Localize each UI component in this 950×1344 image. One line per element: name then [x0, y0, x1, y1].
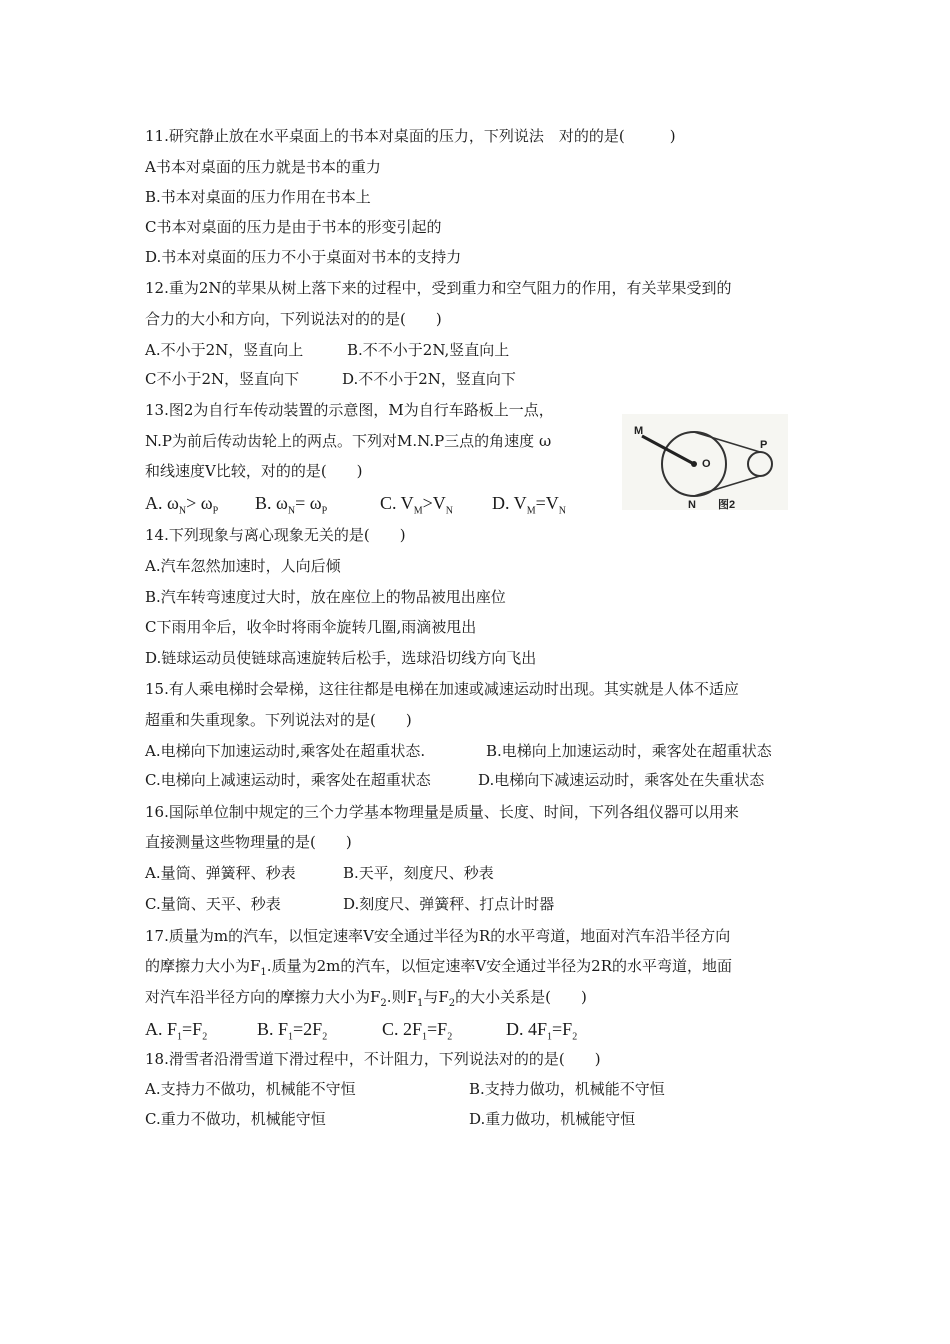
q14-option-b: B.汽车转弯速度过大时，放在座位上的物品被甩出座位	[145, 588, 506, 606]
q13-option-a: A. $\omega_N> \omega_P$	[145, 493, 219, 517]
axle-dot	[691, 461, 697, 467]
figure-label-o: O	[702, 458, 711, 470]
q17-stem-line1: 17.质量为m的汽车，以恒定速率V安全通过半径为R的水平弯道，地面对汽车沿半径方向	[145, 927, 731, 945]
q17-option-a: A. $F_1=F_2$	[145, 1019, 208, 1043]
q18-option-c: C.重力不做功，机械能守恒	[145, 1110, 326, 1128]
q11-option-d: D.书本对桌面的压力不小于桌面对书本的支持力	[145, 248, 462, 266]
q14-option-a: A.汽车忽然加速时，人向后倾	[145, 557, 341, 575]
q15-option-b: B.电梯向上加速运动时，乘客处在超重状态	[486, 742, 772, 760]
q18-option-d: D.重力做功，机械能守恒	[469, 1110, 636, 1128]
q11-stem: 11.研究静止放在水平桌面上的书本对桌面的压力，下列说法 对的的是( )	[145, 127, 676, 145]
q13-option-c: C. $V_M>V_N$	[380, 493, 453, 517]
q17-option-c: C. $2F_1=F_2$	[382, 1019, 453, 1043]
figure-label-m: M	[634, 425, 644, 437]
q13-stem-line3: 和线速度V比较，对的的是( )	[145, 462, 363, 480]
q12-option-a: A.不小于2N，竖直向上	[145, 341, 304, 359]
bicycle-transmission-figure	[622, 414, 788, 510]
q18-option-b: B.支持力做功，机械能不守恒	[469, 1080, 665, 1098]
q13-stem-line1: 13.图2为自行车传动装置的示意图，M为自行车路板上一点，	[145, 401, 554, 419]
q18-stem: 18.滑雪者沿滑雪道下滑过程中，不计阻力，下列说法对的的是( )	[145, 1050, 601, 1068]
q14-stem: 14.下列现象与离心现象无关的是( )	[145, 526, 406, 544]
q15-option-d: D.电梯向下减速运动时，乘客处在失重状态	[478, 771, 765, 789]
q15-option-a: A.电梯向下加速运动时,乘客处在超重状态.	[145, 742, 426, 760]
q14-option-d: D.链球运动员使链球高速旋转后松手，选球沿切线方向飞出	[145, 649, 537, 667]
q12-stem-line2: 合力的大小和方向，下列说法对的的是( )	[145, 310, 442, 328]
q16-option-b: B.天平，刻度尺、秒表	[343, 864, 494, 882]
figure-caption: 图2	[718, 499, 736, 510]
figure-label-n: N	[688, 499, 696, 510]
q16-option-a: A.量筒、弹簧秤、秒表	[145, 864, 296, 882]
q12-option-d: D.不不小于2N，竖直向下	[342, 370, 516, 388]
q13-option-d: D. $V_M=V_N$	[492, 493, 566, 517]
q17-stem-line2: 的摩擦力大小为$F_1$.质量为2m的汽车，以恒定速率V安全通过半径为2R的水平弯道，地面	[145, 957, 733, 978]
figure-label-p: P	[760, 439, 768, 451]
q12-option-b: B.不不小于2N,竖直向上	[347, 341, 510, 359]
q17-option-d: D. $4F_1=F_2$	[506, 1019, 578, 1043]
q15-option-c: C.电梯向上减速运动时，乘客处在超重状态	[145, 771, 431, 789]
q16-option-c: C.量筒、天平、秒表	[145, 895, 281, 913]
q14-option-c: C下雨用伞后，收伞时将雨伞旋转几圈,雨滴被甩出	[145, 618, 477, 636]
q17-stem-line3: 对汽车沿半径方向的摩擦力大小为$F_2$.则$F_1$与$F_2$的大小关系是( )	[145, 988, 587, 1009]
q17-option-b: B. $F_1=2F_2$	[257, 1019, 328, 1043]
q13-stem-line2: N.P为前后传动齿轮上的两点。下列对M.N.P三点的角速度 ω	[145, 432, 552, 450]
q16-option-d: D.刻度尺、弹簧秤、打点计时器	[343, 895, 555, 913]
q12-option-c: C不小于2N，竖直向下	[145, 370, 300, 388]
q18-option-a: A.支持力不做功，机械能不守恒	[145, 1080, 356, 1098]
q13-option-b: B. $\omega_N= \omega_P$	[255, 493, 328, 517]
q11-option-a: A书本对桌面的压力就是书本的重力	[145, 158, 381, 176]
q11-option-c: C书本对桌面的压力是由于书本的形变引起的	[145, 218, 442, 236]
q16-stem-line2: 直接测量这些物理量的是( )	[145, 833, 352, 851]
q15-stem-line1: 15.有人乘电梯时会晕梯，这往往都是电梯在加速或减速运动时出现。其实就是人体不适应	[145, 680, 739, 698]
q16-stem-line1: 16.国际单位制中规定的三个力学基本物理量是质量、长度、时间，下列各组仪器可以用来	[145, 803, 739, 821]
q12-stem-line1: 12.重为2N的苹果从树上落下来的过程中，受到重力和空气阻力的作用，有关苹果受到的	[145, 279, 732, 297]
q15-stem-line2: 超重和失重现象。下列说法对的是( )	[145, 711, 412, 729]
q11-option-b: B.书本对桌面的压力作用在书本上	[145, 188, 371, 206]
